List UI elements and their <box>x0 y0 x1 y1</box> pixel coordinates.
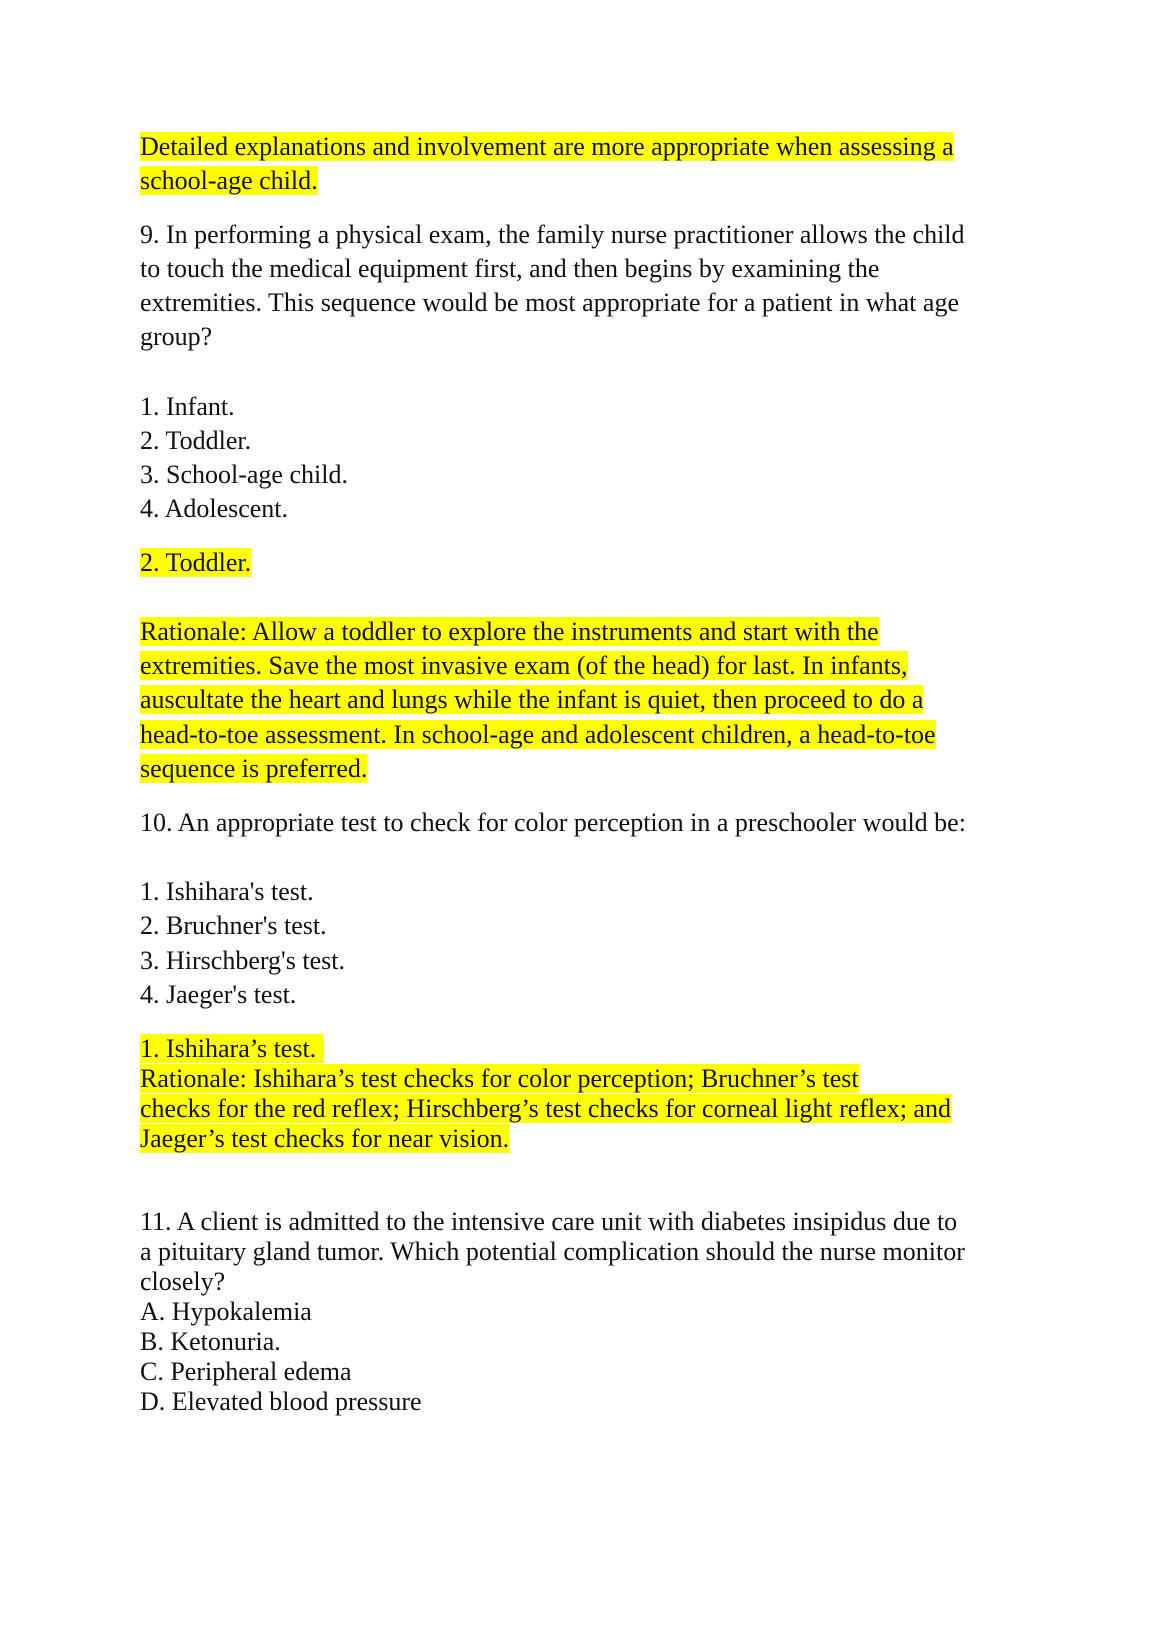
q11-option-d: D. Elevated blood pressure <box>140 1387 422 1416</box>
q11-option-a: A. Hypokalemia <box>140 1297 312 1326</box>
q11-option-c: C. Peripheral edema <box>140 1357 352 1386</box>
q9-answer: 2. Toddler. <box>140 548 252 577</box>
q10-option-1: 1. Ishihara's test. <box>140 877 314 906</box>
prev-rationale-line-1: Detailed explanations and involvement are more appropriate when assessing a <box>140 132 954 161</box>
q9-rationale-line-2: extremities. Save the most invasive exam (of the head) for last. In infants, <box>140 651 908 680</box>
q10-rationale-line-1: Rationale: Ishihara’s test checks for color perception; Bruchner’s test <box>140 1064 859 1093</box>
q9-rationale-line-4: head-to-toe assessment. In school-age and adolescent children, a head-to-toe <box>140 720 936 749</box>
q9-question-line-2: to touch the medical equipment first, and then begins by examining the <box>140 254 880 283</box>
q11-question-line-3: closely? <box>140 1267 226 1296</box>
q9-option-4: 4. Adolescent. <box>140 494 289 523</box>
q9-option-2: 2. Toddler. <box>140 426 252 455</box>
q10-option-2: 2. Bruchner's test. <box>140 911 327 940</box>
q9-rationale-line-1: Rationale: Allow a toddler to explore the instruments and start with the <box>140 617 879 646</box>
q10-rationale-line-2: checks for the red reflex; Hirschberg’s test checks for corneal light reflex; and <box>140 1094 951 1123</box>
prev-rationale-line-2: school-age child. <box>140 166 318 195</box>
q9-option-3: 3. School-age child. <box>140 460 348 489</box>
q11-question-line-2: a pituitary gland tumor. Which potential complication should the nurse monitor <box>140 1237 965 1266</box>
q9-rationale-line-3: auscultate the heart and lungs while the infant is quiet, then proceed to do a <box>140 685 924 714</box>
q11-option-b: B. Ketonuria. <box>140 1327 281 1356</box>
q9-question-line-3: extremities. This sequence would be most appropriate for a patient in what age <box>140 288 959 317</box>
q9-option-1: 1. Infant. <box>140 392 235 421</box>
document-page <box>140 0 1020 1638</box>
q11-question-line-1: 11. A client is admitted to the intensive care unit with diabetes insipidus due to <box>140 1207 958 1236</box>
q10-option-4: 4. Jaeger's test. <box>140 980 297 1009</box>
q10-option-3: 3. Hirschberg's test. <box>140 946 345 975</box>
q10-rationale-line-3: Jaeger’s test checks for near vision. <box>140 1124 510 1153</box>
q10-question-line-1: 10. An appropriate test to check for color perception in a preschooler would be: <box>140 808 966 837</box>
q10-answer: 1. Ishihara’s test. <box>140 1034 324 1064</box>
q9-rationale-line-5: sequence is preferred. <box>140 754 368 783</box>
q9-question-line-1: 9. In performing a physical exam, the family nurse practitioner allows the child <box>140 220 965 249</box>
q9-question-line-4: group? <box>140 322 213 351</box>
